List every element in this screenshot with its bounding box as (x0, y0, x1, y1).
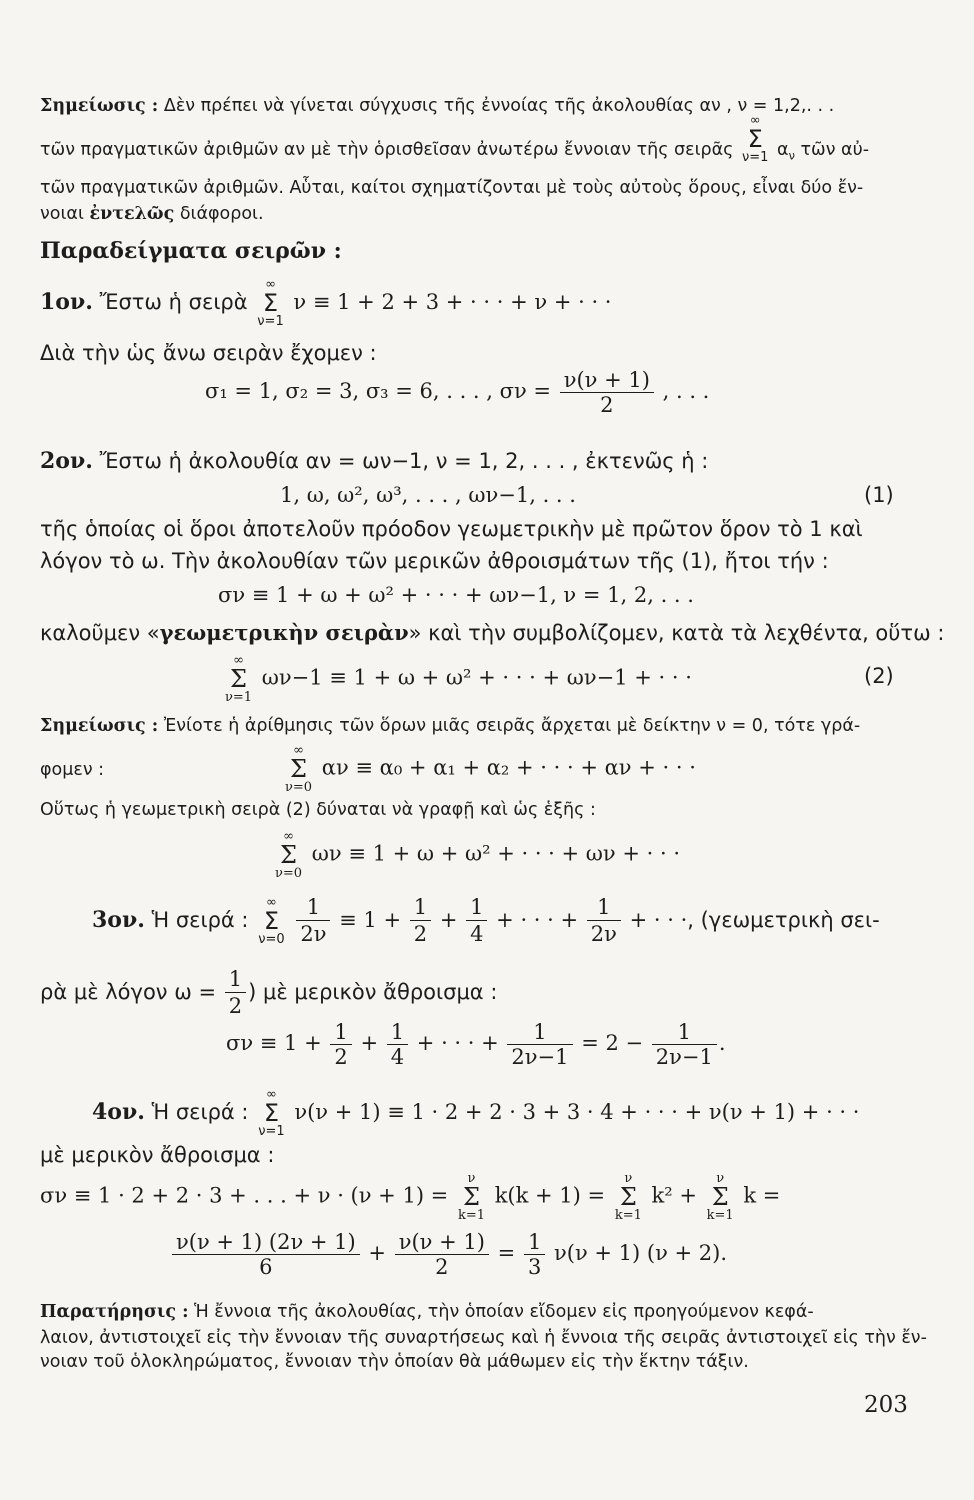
note1-line2: τῶν πραγματικῶν ἀριθμῶν αν μὲ τὴν ὁρισθεῖσαν ἀνωτέρω ἔννοιαν τῆς σειρᾶς ∞ Σ ν=1 $\alpha_\nu$ τῶν αὐ- (40, 113, 870, 165)
remark-line1 (40, 1302, 910, 1324)
sum-lower: k=1 (706, 1208, 734, 1223)
sum-lower: ν=1 (258, 1124, 285, 1139)
note1-line3: τῶν πραγματικῶν ἀριθμῶν. Αὗται, καίτοι σχηματίζονται μὲ τοὺς αὐτοὺς ὅρους, εἶναι δύο ἔν- (40, 178, 864, 198)
fraction-denominator: 2ν (300, 922, 327, 947)
ex2-series-text: ων−1 ≡ 1 + ω + ω² + · · · + ων−1 + · · · (261, 665, 692, 690)
sum-sign: Σ (263, 1099, 279, 1127)
ex3-intro: Ἡ σειρά : (151, 907, 249, 932)
ex3-frac-term (296, 894, 330, 948)
ex4-sum1d: k = (743, 1183, 781, 1208)
sum-sign: Σ (290, 755, 308, 783)
note2-line2: φομεν : (40, 760, 105, 780)
fraction-denominator: 3 (527, 1255, 542, 1279)
sum-upper: ∞ (283, 829, 294, 844)
sum-upper: ∞ (266, 894, 277, 910)
fraction-denominator: 2 (228, 994, 243, 1019)
fraction-denominator: 2ν−1 (511, 1045, 569, 1069)
ex2-text2: λόγον τὸ ω. Τὴν ἀκολουθίαν τῶν μερικῶν ἀθροισμάτων τῆς (1), ἤτοι τήν : (40, 549, 829, 573)
fraction-numerator: 1 (296, 894, 330, 921)
sum-sign: Σ (619, 1183, 637, 1211)
note2-text: Ἐνίοτε ἡ ἀρίθμησις τῶν ὅρων μιᾶς σειρᾶς ἄρχεται μὲ δείκτην ν = 0, τότε γρά- (163, 716, 861, 736)
note1-label: Σημείωσις : (40, 96, 159, 116)
ex1-fraction (560, 368, 654, 417)
ex3-line1: 3ον. Ἡ σειρά : ∞ Σ ν=0 $\frac{1}{2\nu}$ ≡ 1 + $\frac{1}{2}$ + $\frac{1}{4}$ + · · · + $\frac{1}{2\nu}$ + · · ·, (γεωμετρικὴ σει- (92, 894, 880, 947)
fraction-denominator: 4 (470, 922, 484, 947)
sum-sign: Σ (747, 125, 763, 153)
ex4-series: ν(ν + 1) ≡ 1 · 2 + 2 · 3 + 3 · 4 + · · · + ν(ν + 1) + · · · (294, 1100, 860, 1124)
ex3-sum-frac1 (330, 1020, 351, 1069)
ex4-sum-line (40, 1172, 910, 1222)
sum-upper: ν (716, 1171, 725, 1186)
ex3-line2 (40, 966, 910, 1020)
sum-lower: ν=1 (225, 690, 253, 705)
fraction-numerator: 1 (507, 1020, 572, 1045)
note2-formula-text: αν ≡ α₀ + α₁ + α₂ + · · · + αν + · · · (321, 755, 696, 780)
ex2-sum-symbol (225, 654, 252, 704)
note1-line4 (40, 204, 910, 226)
ex2-text3-b: γεωμετρικὴν σειρὰν (159, 620, 409, 645)
fraction-denominator: 6 (259, 1255, 273, 1279)
sum-upper: ∞ (293, 743, 304, 758)
ex4-line2: μὲ μερικὸν ἄθροισμα : (40, 1143, 275, 1167)
note1-line2-text: τῶν πραγματικῶν ἀριθμῶν αν μὲ τὴν ὁρισθεῖσαν ἀνωτέρω ἔννοιαν τῆς σειρᾶς (40, 140, 734, 160)
note1-text: Δὲν πρέπει νὰ γίνεται σύγχυσις τῆς ἐννοίας τῆς ἀκολουθίας αν , ν = 1,2,. . . (163, 96, 835, 116)
remark-line3: νοιαν τοῦ ὁλοκληρώματος, ἔννοιαν τὴν ὁποίαν θὰ μάθωμεν εἰς τὴν ἕκτην τάξιν. (40, 1352, 749, 1372)
ex3-sum-lead: σν ≡ 1 + (226, 1031, 322, 1055)
note1-line2-end: τῶν αὐ- (800, 140, 870, 160)
ex4-sum1b: k(k + 1) = (494, 1183, 606, 1208)
ex4-sum1: σν ≡ 1 · 2 + 2 · 3 + . . . + ν · (ν + 1) = (40, 1183, 449, 1208)
ex4-number: 4ον. (92, 1099, 145, 1125)
ex1-number: 1ον. (40, 289, 93, 315)
ex2-line1 (40, 448, 910, 476)
fraction-numerator: ν(ν + 1) (395, 1230, 489, 1255)
ex4-sum-k1 (458, 1172, 485, 1222)
note1-line1 (40, 96, 910, 118)
ex2-text3 (40, 620, 945, 646)
sum-lower: ν=0 (275, 866, 303, 881)
note1-line4-c: διάφοροι. (179, 204, 264, 224)
fraction-denominator: 2ν (590, 922, 617, 947)
sum-sign: Σ (263, 906, 279, 935)
ex3-sum-symbol (258, 896, 284, 946)
ex2-text1: τῆς ὁποίας οἱ ὅροι ἀποτελοῦν πρόοδον γεωμετρικὴν μὲ πρῶτον ὅρον τὸ 1 καὶ (40, 517, 863, 541)
ex3-sum-eq: = 2 − (581, 1031, 644, 1055)
fraction-denominator: 2 (413, 922, 428, 947)
remark-label: Παρατήρησις : (40, 1302, 189, 1322)
note2-sum-symbol (285, 744, 312, 794)
page-number: 203 (864, 1392, 908, 1418)
fraction-numerator: 1 (225, 966, 246, 993)
ex4-frac3 (524, 1230, 545, 1279)
sum-sign: Σ (711, 1183, 729, 1211)
ex2-intro: Ἔστω ἡ ἀκολουθία αν = ων−1, ν = 1, 2, . . . , ἐκτενῶς ἡ : (99, 449, 709, 473)
sum-lower: k=1 (457, 1208, 486, 1223)
eq2-tag: (2) (864, 664, 894, 688)
sum-upper: ∞ (265, 277, 276, 292)
sum-lower: ν=0 (285, 780, 313, 795)
ex3-ratio-fraction (225, 966, 246, 1020)
sum-upper: ν (624, 1171, 633, 1186)
sum-upper: ∞ (266, 1087, 277, 1102)
fraction-denominator: 2ν−1 (655, 1045, 713, 1069)
ex3-frac-half (410, 894, 431, 948)
ex4-line1 (40, 1088, 910, 1138)
fraction-numerator: 1 (330, 1020, 351, 1045)
ex3-sum-frac3 (507, 1020, 572, 1069)
note2-line1 (40, 716, 910, 738)
sum-lower: k=1 (614, 1208, 642, 1223)
note1-line4-a: νοιαι (40, 204, 84, 224)
ex4-frac2 (395, 1230, 489, 1279)
ex4-intro: Ἡ σειρά : (151, 1100, 249, 1124)
ex4-sum1c: k² + (651, 1183, 697, 1208)
ex4-sum-symbol (258, 1088, 284, 1138)
fraction-numerator: ν(ν + 1) (560, 368, 654, 393)
fraction-denominator: 2 (334, 1045, 348, 1069)
sum-sign: Σ (230, 665, 248, 693)
sum-sign: Σ (280, 841, 298, 869)
ex2-sigma-line: σν ≡ 1 + ω + ω² + · · · + ων−1, ν = 1, 2, . . . (218, 583, 694, 607)
ex1-partial-tail: , . . . (662, 379, 710, 403)
ex3-number: 3ον. (92, 906, 145, 933)
ex4-sum-k3 (707, 1172, 734, 1222)
ex1-partial-text: σ₁ = 1, σ₂ = 3, σ₃ = 6, . . . , σν = (205, 379, 552, 403)
fraction-numerator: 1 (587, 894, 621, 921)
sum-upper: ν (467, 1171, 476, 1186)
note2-formula2 (272, 830, 680, 880)
ex3-sum-frac4 (652, 1020, 717, 1069)
ex3-partial-sum: σν ≡ 1 + $\frac{1}{2}$ + $\frac{1}{4}$ + · · · + $\frac{1}{2\nu-1}$ = 2 − $\frac{1}{2\nu-1}$ . (226, 1020, 726, 1069)
ex1-sum-symbol (257, 278, 283, 328)
ex3-sum-frac2 (387, 1020, 408, 1069)
sum-upper: ∞ (233, 653, 244, 668)
ex1-intro: Ἔστω ἡ σειρὰ (99, 290, 248, 314)
ex1-series: ν ≡ 1 + 2 + 3 + · · · + ν + · · · (293, 290, 612, 314)
fraction-numerator: 1 (387, 1020, 408, 1045)
note2b-sum-symbol (275, 830, 302, 880)
sum-sign: Σ (262, 289, 279, 317)
ex4-sum-k2 (615, 1172, 642, 1222)
ex4-tail: ν(ν + 1) (ν + 2). (554, 1241, 728, 1265)
note2-label: Σημείωσις : (40, 716, 159, 736)
ex4-frac1 (172, 1230, 360, 1279)
ex4-result: $\frac{\nu(\nu + 1) (2\nu + 1)}{6}$ + $\frac{\nu(\nu + 1)}{2}$ = $\frac{1}{3}$ ν(ν + 1) (ν + 2). (170, 1230, 727, 1279)
ex3-frac-general (587, 894, 621, 948)
ex1-line2: Διὰ τὴν ὡς ἄνω σειρὰν ἔχομεν : (40, 341, 377, 365)
fraction-denominator: 4 (390, 1045, 405, 1069)
note2-formula (282, 744, 696, 794)
ex2-terms: 1, ω, ω², ω³, . . . , ων−1, . . . (280, 483, 576, 507)
fraction-numerator: ν(ν + 1) (2ν + 1) (172, 1230, 360, 1255)
fraction-numerator: 1 (524, 1230, 545, 1255)
note2-formula2-text: ων ≡ 1 + ω + ω² + · · · + ων + · · · (311, 841, 681, 866)
ex3-frac-quarter (466, 894, 487, 948)
ex1-partial-sums (205, 368, 709, 417)
ex3-series-tail: , (γεωμετρικὴ σει- (687, 907, 880, 932)
remark-text1: Ἡ ἔννοια τῆς ἀκολουθίας, τὴν ὁποίαν εἴδομεν εἰς προηγούμενον κεφά- (194, 1302, 814, 1322)
ex3-sum-mid: + · · · + (416, 1031, 499, 1055)
sum-sign: Σ (463, 1183, 480, 1211)
fraction-numerator: 1 (652, 1020, 717, 1045)
ex1-line1 (40, 278, 910, 328)
sum-lower: ν=1 (742, 150, 769, 165)
ex2-geometric-series (222, 654, 692, 704)
ex3-line2-a: ρὰ μὲ λόγον ω = (40, 979, 217, 1004)
ex2-text3-c: » καὶ τὴν συμβολίζομεν, κατὰ τὰ λεχθέντα, οὕτω : (408, 621, 945, 645)
fraction-denominator: 2 (600, 393, 614, 417)
ex3-line2-b: ) μὲ μερικὸν ἄθροισμα : (248, 979, 498, 1004)
fraction-numerator: 1 (466, 894, 487, 921)
sum-lower: ν=1 (257, 314, 284, 329)
sum-lower: ν=0 (258, 931, 285, 947)
sum-upper: ∞ (749, 113, 761, 128)
section-heading: Παραδείγματα σειρῶν : (40, 238, 342, 264)
eq1-tag: (1) (864, 483, 894, 507)
ex2-number: 2ον. (40, 448, 93, 474)
sum-symbol (742, 114, 768, 164)
remark-line2: λαιον, ἀντιστοιχεῖ εἰς τὴν ἔννοιαν τῆς συναρτήσεως καὶ ἡ ἔννοια τῆς σειρᾶς ἀντιστοιχεῖ εἰς τὴν ἔν- (40, 1328, 927, 1348)
ex2-text3-a: καλοῦμεν « (40, 621, 160, 645)
note1-line4-b: ἐντελῶς (89, 204, 175, 224)
note2-line3: Οὕτως ἡ γεωμετρικὴ σειρὰ (2) δύναται νὰ γραφῇ καὶ ὡς ἑξῆς : (40, 800, 596, 820)
fraction-denominator: 2 (435, 1255, 449, 1279)
fraction-numerator: 1 (410, 894, 431, 921)
